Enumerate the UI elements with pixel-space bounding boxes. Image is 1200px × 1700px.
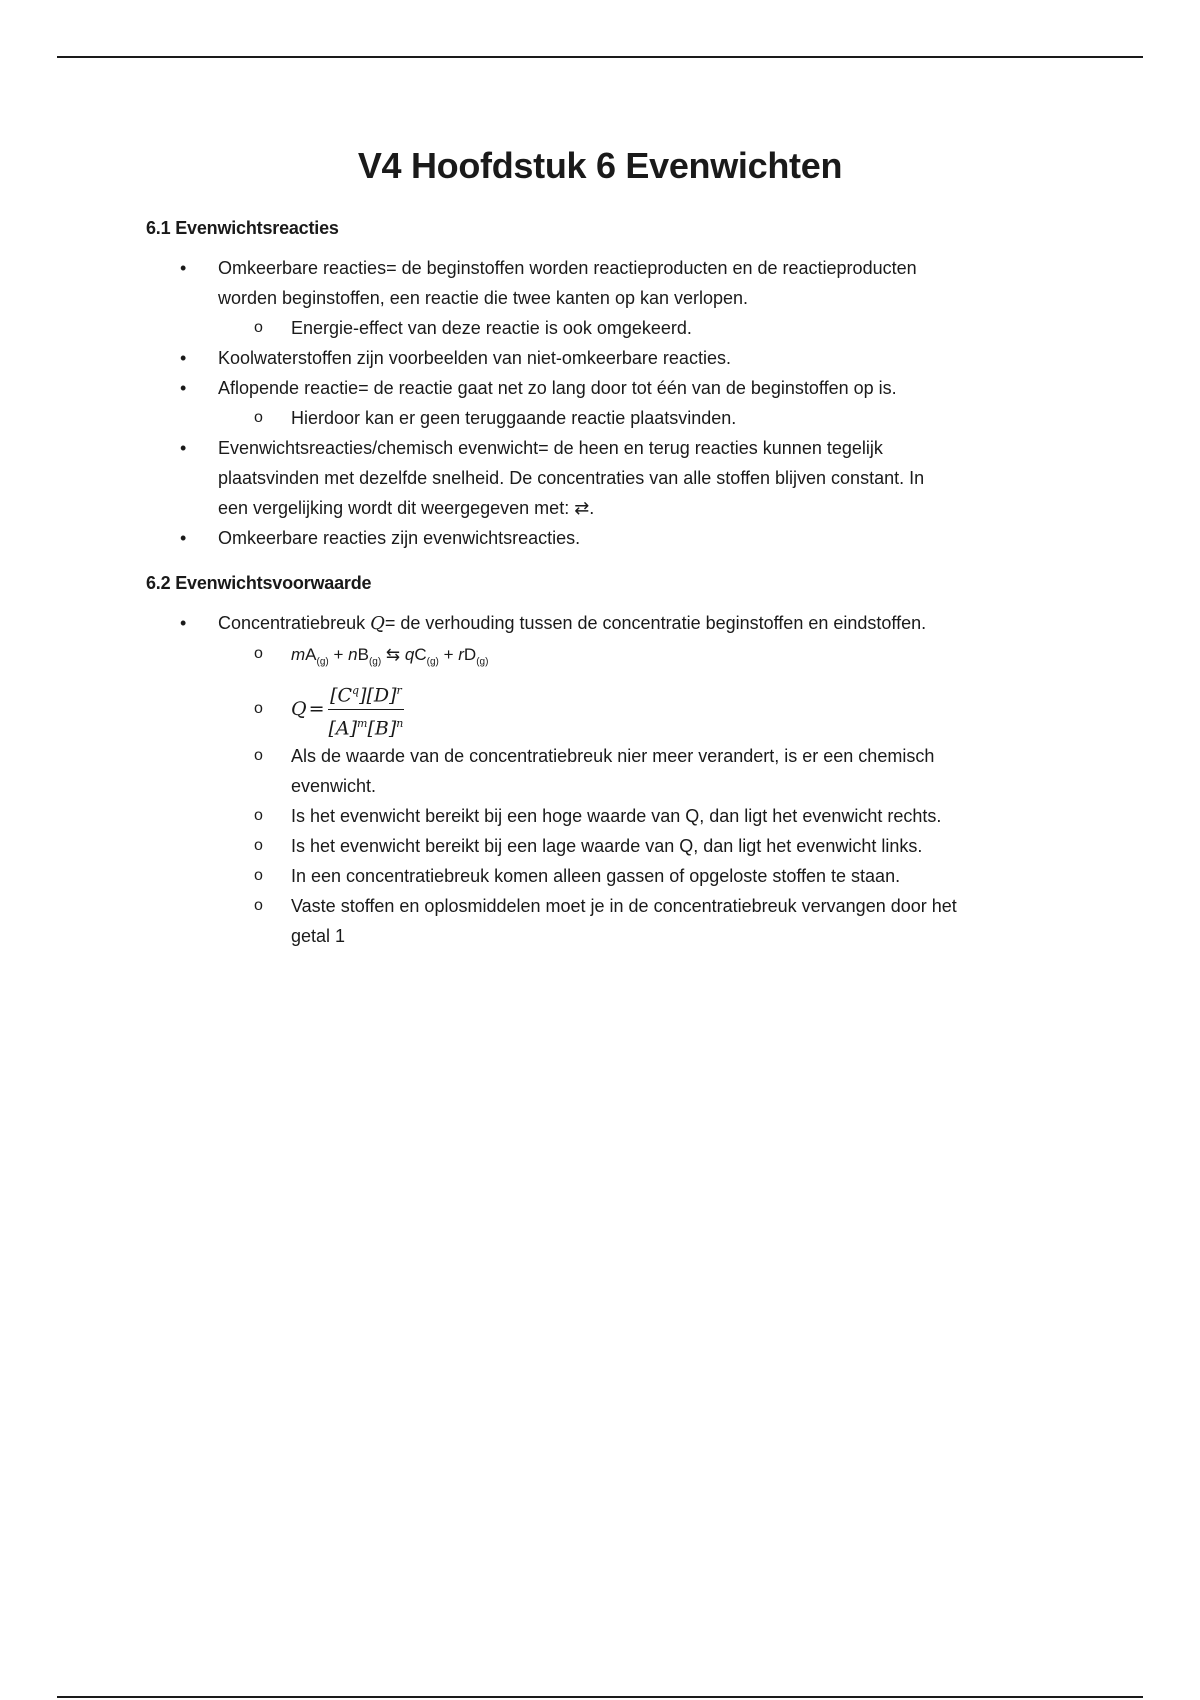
list-item: • Aflopende reactie= de reactie gaat net zo lang door tot één van de beginstoffen op is.: [146, 373, 1066, 403]
list-item: • Omkeerbare reacties zijn evenwichtsreacties.: [146, 523, 1066, 553]
bullet-list: [146, 608, 1066, 951]
footer-rule: [57, 1696, 1143, 1698]
fraction-denominator: $[A]^m[B]^n$: [328, 716, 404, 740]
list-item: o Hierdoor kan er geen teruggaande reactie plaatsvinden.: [146, 403, 1066, 433]
list-item: o Is het evenwicht bereikt bij een hoge waarde van Q, dan ligt het evenwicht rechts.: [146, 801, 1066, 831]
bullet-circle-icon: o: [254, 807, 263, 825]
concentration-fraction: Q = $\frac{[C^q][D]^r}{[A]^m[B]^n}$: [291, 677, 405, 741]
bullet-disc-icon: •: [180, 438, 187, 458]
bullet-circle-icon: o: [254, 837, 263, 855]
bullet-list: [146, 253, 1066, 553]
reaction-equation: $mA_{(g)} + nB_{(g)}$ ⇆ $qC_{(g)} + rD_{(g)}$: [291, 645, 489, 668]
section-evenwichtsvoorwaarde: [146, 573, 1066, 951]
list-item: o Is het evenwicht bereikt bij een lage waarde van Q, dan ligt het evenwicht links.: [146, 831, 1066, 861]
fraction-numerator: $[C^q][D]^r$: [328, 677, 404, 710]
list-item: o Energie-effect van deze reactie is ook omgekeerd.: [146, 313, 1066, 343]
bullet-circle-icon: o: [254, 700, 263, 718]
header-rule: [57, 56, 1143, 58]
section-heading: 6.2 Evenwichtsvoorwaarde: [146, 573, 372, 593]
list-item: o Vaste stoffen en oplosmiddelen moet je in de concentratiebreuk vervangen door het getal 1: [146, 891, 1066, 951]
bullet-circle-icon: o: [254, 867, 263, 885]
fraction-item: [146, 677, 1066, 741]
bullet-circle-icon: o: [254, 319, 263, 336]
bullet-disc-icon: •: [180, 258, 187, 278]
list-item: • Koolwaterstoffen zijn voorbeelden van niet-omkeerbare reacties.: [146, 343, 1066, 373]
equation-item: [146, 639, 1066, 677]
bullet-disc-icon: •: [180, 613, 187, 633]
bullet-disc-icon: •: [180, 528, 187, 548]
list-item: o In een concentratiebreuk komen alleen gassen of opgeloste stoffen te staan.: [146, 861, 1066, 891]
list-item: • Concentratiebreuk Q= de verhouding tussen de concentratie beginstoffen en eindstoffen.: [146, 608, 1066, 639]
bullet-disc-icon: •: [180, 348, 187, 368]
list-item: o Als de waarde van de concentratiebreuk nier meer verandert, is er een chemisch evenwicht.: [146, 741, 1066, 801]
bullet-disc-icon: •: [180, 378, 187, 398]
list-item: • Evenwichtsreacties/chemisch evenwicht= de heen en terug reacties kunnen tegelijk plaatsvinden met dezelfde snelheid. De concentraties van alle stoffen blijven constant. In een vergelijking wordt dit weergegeven met: ⇄.: [146, 433, 1066, 523]
bullet-circle-icon: o: [254, 409, 263, 426]
section-evenwichtsreacties: [146, 218, 1066, 553]
bullet-circle-icon: o: [254, 645, 263, 662]
document-title: V4 Hoofdstuk 6 Evenwichten: [357, 145, 843, 186]
section-heading: 6.1 Evenwichtsreacties: [146, 218, 339, 238]
bullet-circle-icon: o: [254, 897, 263, 915]
list-item: • Omkeerbare reacties= de beginstoffen worden reactieproducten en de reactieproducten worden beginstoffen, een reactie die twee kanten op kan verlopen.: [146, 253, 1066, 313]
bullet-circle-icon: o: [254, 747, 263, 765]
